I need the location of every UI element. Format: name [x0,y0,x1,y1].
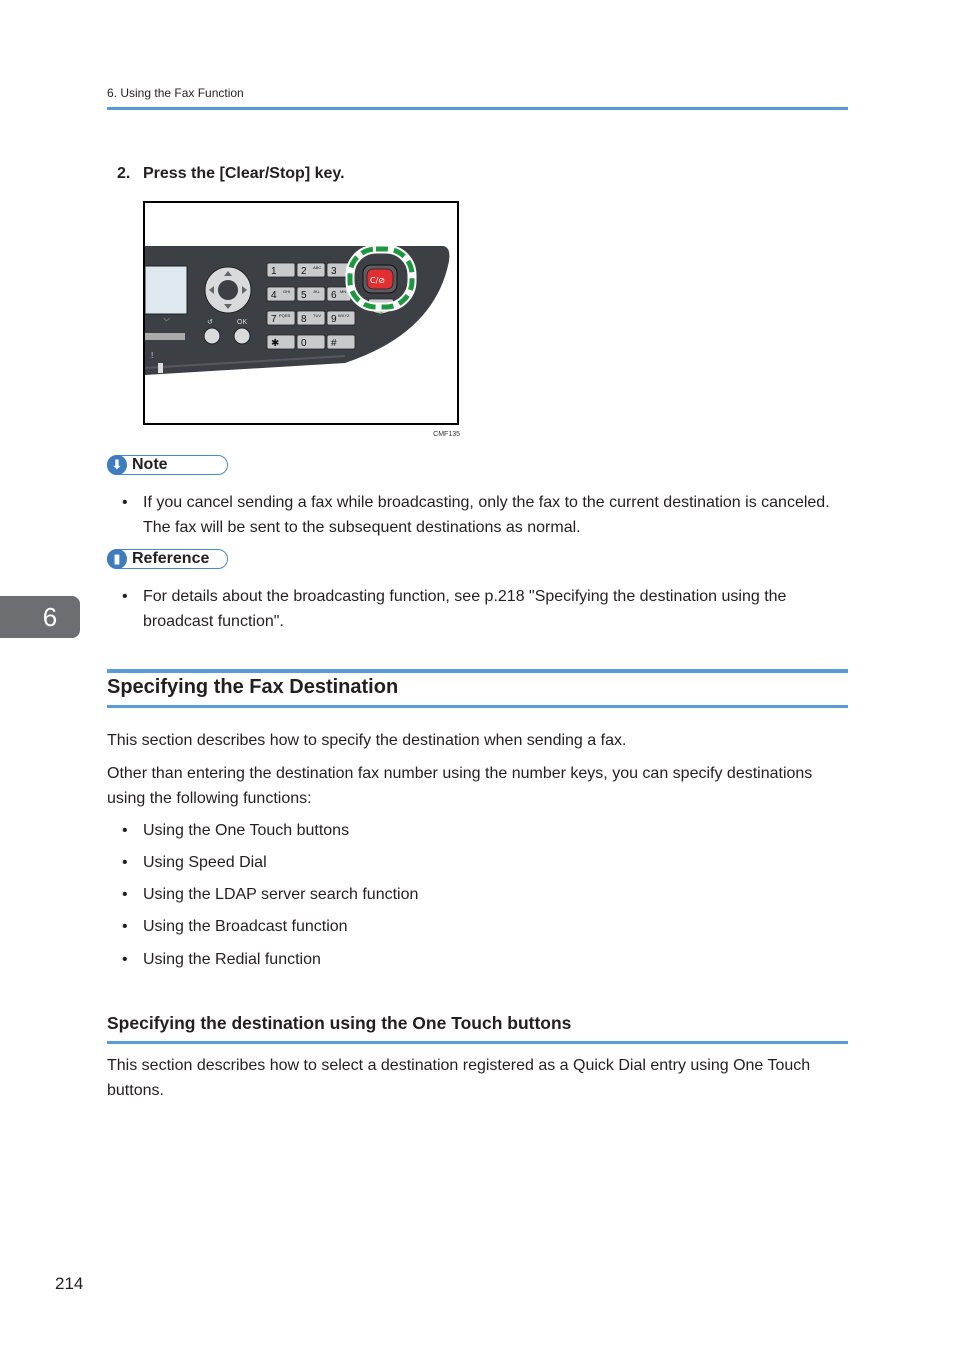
key-2-letters: ABC [313,265,322,270]
lcd-screen [145,266,187,314]
ok-button [234,328,250,344]
list-item: • Using the One Touch buttons [122,818,842,843]
key-7-label: 7 [271,314,277,325]
header-rule [107,107,848,110]
section-rule-top [107,669,848,673]
list-item: • Using the Broadcast function [122,914,842,939]
reference-label: Reference [132,550,210,567]
list-item-text: Using the Broadcast function [143,918,348,935]
control-panel-illustration [145,203,457,423]
start-icon: ◇ [377,309,383,317]
arrow-down-icon: ⬇ [107,455,127,475]
section-para: Other than entering the destination fax number using the number keys, you can specify destinations using the following functions: [107,765,813,807]
key-6-letters: MN [340,289,347,294]
note-label: Note [132,456,168,473]
key-9-label: 9 [331,314,337,325]
key-star-label: ✱ [271,338,280,349]
key-9-letters: WXYZ [338,313,350,318]
key-2-label: 2 [301,266,307,277]
reference-heading [107,549,228,569]
section-title: Specifying the Fax Destination [107,676,399,698]
list-item: • Using the Redial function [122,947,842,972]
control-panel-figure [143,201,459,425]
book-icon: ▮ [107,549,127,569]
note-item-text: If you cancel sending a fax while broadcasting, only the fax to the current destination is canceled. The fax will be sent to the subsequent destinations as normal. [143,494,830,536]
list-item-text: Using the One Touch buttons [143,822,350,839]
back-button [204,328,220,344]
key-5-letters: JKL [313,289,320,294]
note-item: • If you cancel sending a fax while broadcasting, only the fax to the current destination is canceled. The fax will be sent to the subsequent destinations as normal. [122,490,842,540]
running-header: 6. Using the Fax Function [107,86,244,100]
list-item: • Using Speed Dial [122,850,842,875]
reference-item-text: For details about the broadcasting function, see p.218 "Specifying the destination using the broadcast function". [143,588,787,630]
list-item-text: Using Speed Dial [143,854,267,871]
key-5-label: 5 [301,290,307,301]
key-8-letters: TUV [313,313,321,318]
chevron-down-icon: ﹀ [163,318,170,326]
ok-label: OK [237,319,248,326]
step-number: 2. [117,165,131,182]
figure-code: CMF135 [433,431,460,438]
clear-stop-label: C/⊘ [370,276,385,285]
key-4-letters: GHI [283,289,291,294]
list-item-text: Using the LDAP server search function [143,886,419,903]
section-intro: This section describes how to specify the destination when sending a fax. [107,732,627,749]
key-8-label: 8 [301,314,307,325]
key-7-letters: PQRS [279,313,291,318]
reference-item: • For details about the broadcasting function, see p.218 "Specifying the destination using the broadcast function". [122,584,842,634]
subsection-rule [107,1041,848,1044]
key-1-label: 1 [271,266,277,277]
key-4-label: 4 [271,290,277,301]
page-number: 214 [55,1274,84,1293]
key-3-label: 3 [331,266,337,277]
alert-icon: ! [151,351,154,360]
step-2 [117,165,345,183]
note-heading [107,455,228,475]
subsection-text: This section describes how to select a destination registered as a Quick Dial entry using One Touch buttons. [107,1057,811,1099]
key-6-label: 6 [331,290,337,301]
step-text: Press the [Clear/Stop] key. [143,165,345,182]
key-0-label: 0 [301,338,307,349]
section-rule-bottom [107,705,848,708]
function-key [145,333,185,340]
back-icon: ↺ [207,318,213,326]
list-item-text: Using the Redial function [143,951,321,968]
list-item: • Using the LDAP server search function [122,882,842,907]
subsection-title: Specifying the destination using the One Touch buttons [107,1013,572,1033]
chapter-tab: 6 [0,596,80,638]
key-hash-label: # [331,338,337,349]
